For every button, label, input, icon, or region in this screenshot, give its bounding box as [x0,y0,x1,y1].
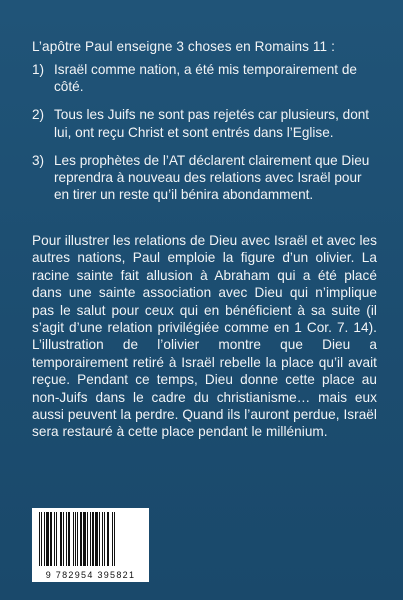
intro-line: L’apôtre Paul enseigne 3 choses en Romains 11 : [32,39,335,54]
list-item [32,106,377,140]
isbn-barcode-icon [38,512,143,568]
point-number: 1) [32,62,45,77]
list-item [32,152,377,204]
point-text: Les prophètes de l’AT déclarent clairement que Dieu reprendra à nouveau des relations avec Israël pour en tirer un reste qu’il bénira abondamment. [54,152,370,203]
isbn-barcode [32,508,149,582]
body-paragraph: Pour illustrer les relations de Dieu avec Israël et avec les autres nations, Paul emploie la figure d’un olivier. La racine sainte fait allusion à Abraham qui a été placé dans une sainte association avec Dieu qui n’implique pas le salut pour ceux qui en bénéficient à sa suite (il s’agit d’une relation privilégiée comme en 1 Cor. 7. 14). L’illustration de l’olivier montre que Dieu a temporairement retiré à Israël rebelle la place qu’il avait reçue. Pendant ce temps, Dieu donne cette place au non-Juifs dans le cadre du christianisme… mais eux aussi peuvent la perdre. Quand ils l’auront perdue, Israël sera restauré à cette place pendant le millénium. [32,233,377,440]
point-number: 3) [32,152,45,168]
barcode-digits: 9 782954 395821 [45,570,136,580]
point-text: Tous les Juifs ne sont pas rejetés car plusieurs, dont lui, ont reçu Christ et sont entrés dans l’Eglise. [54,107,370,140]
points-list [32,61,377,214]
point-number: 2) [32,107,45,123]
list-item [32,61,377,95]
point-text: Israël comme nation, a été mis temporairement de côté. [54,62,357,95]
